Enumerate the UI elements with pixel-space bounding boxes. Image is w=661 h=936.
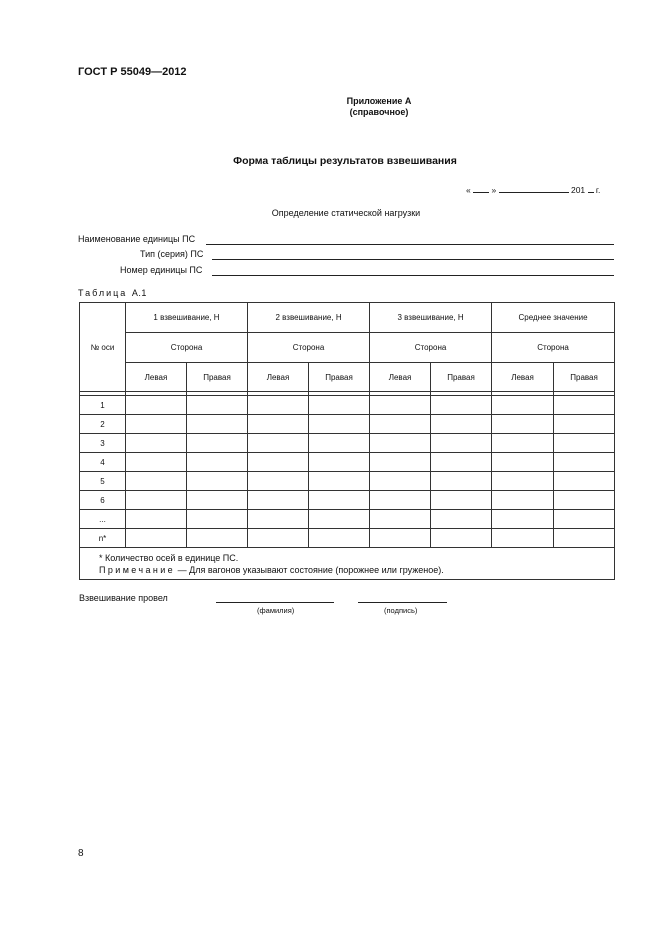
value-cell[interactable] — [187, 396, 248, 415]
notes-row — [80, 548, 615, 580]
year-suffix: г. — [595, 185, 601, 195]
value-cell[interactable] — [492, 453, 554, 472]
signature-caption: (подпись) — [384, 606, 418, 615]
value-cell[interactable] — [248, 510, 309, 529]
date-line — [466, 183, 600, 195]
value-cell[interactable] — [248, 453, 309, 472]
table-caption-number: А.1 — [131, 288, 147, 298]
table-notes — [80, 548, 615, 580]
axle-number-cell: 6 — [80, 491, 126, 510]
year-blank — [588, 183, 594, 193]
field-line-type[interactable] — [212, 259, 614, 260]
value-cell[interactable] — [187, 453, 248, 472]
value-cell[interactable] — [492, 529, 554, 548]
value-cell[interactable] — [431, 472, 492, 491]
form-title: Форма таблицы результатов взвешивания — [233, 155, 457, 167]
axle-number-cell: 4 — [80, 453, 126, 472]
side-header: Сторона — [126, 333, 248, 363]
average-header: Среднее значение — [492, 303, 615, 333]
header-row-left-right — [80, 363, 615, 392]
value-cell[interactable] — [187, 510, 248, 529]
value-cell[interactable] — [554, 453, 615, 472]
field-line-number[interactable] — [212, 275, 614, 276]
value-cell[interactable] — [554, 415, 615, 434]
value-cell[interactable] — [126, 396, 187, 415]
date-close-quote: » — [491, 185, 497, 195]
value-cell[interactable] — [370, 415, 431, 434]
value-cell[interactable] — [431, 396, 492, 415]
right-header: Правая — [309, 363, 370, 392]
left-header: Левая — [492, 363, 554, 392]
value-cell[interactable] — [187, 434, 248, 453]
weighing-header-1: 1 взвешивание, Н — [126, 303, 248, 333]
note-text: — Для вагонов указывают состояние (порожнее или груженое). — [177, 565, 444, 575]
value-cell[interactable] — [126, 415, 187, 434]
value-cell[interactable] — [187, 472, 248, 491]
table-row — [80, 453, 615, 472]
value-cell[interactable] — [431, 510, 492, 529]
value-cell[interactable] — [126, 453, 187, 472]
appendix-heading — [0, 96, 661, 118]
axle-number-cell: 2 — [80, 415, 126, 434]
signature-line[interactable] — [358, 602, 447, 603]
right-header: Правая — [554, 363, 615, 392]
note-line — [99, 564, 614, 576]
header-row-side — [80, 333, 615, 363]
appendix-title: Приложение А — [346, 96, 412, 106]
side-header: Сторона — [492, 333, 615, 363]
right-header: Правая — [431, 363, 492, 392]
side-header: Сторона — [248, 333, 370, 363]
axle-number-cell: 3 — [80, 434, 126, 453]
value-cell[interactable] — [554, 434, 615, 453]
value-cell[interactable] — [248, 396, 309, 415]
surname-line[interactable] — [216, 602, 334, 603]
value-cell[interactable] — [492, 415, 554, 434]
year-prefix: 201 — [570, 185, 586, 195]
left-header: Левая — [248, 363, 309, 392]
value-cell[interactable] — [126, 510, 187, 529]
value-cell[interactable] — [309, 472, 370, 491]
value-cell[interactable] — [248, 491, 309, 510]
value-cell[interactable] — [554, 472, 615, 491]
table-caption — [78, 288, 147, 298]
left-header: Левая — [126, 363, 187, 392]
value-cell[interactable] — [309, 415, 370, 434]
value-cell[interactable] — [492, 491, 554, 510]
surname-caption: (фамилия) — [257, 606, 295, 615]
table-row — [80, 529, 615, 548]
value-cell[interactable] — [554, 396, 615, 415]
page-number: 8 — [78, 848, 84, 859]
section-title: Определение статической нагрузки — [271, 208, 421, 218]
table-row — [80, 510, 615, 529]
value-cell[interactable] — [309, 510, 370, 529]
weighing-header-2: 2 взвешивание, Н — [248, 303, 370, 333]
value-cell[interactable] — [309, 396, 370, 415]
axle-number-cell: 1 — [80, 396, 126, 415]
value-cell[interactable] — [370, 453, 431, 472]
value-cell[interactable] — [554, 491, 615, 510]
results-table — [79, 302, 615, 580]
value-cell[interactable] — [187, 529, 248, 548]
value-cell[interactable] — [309, 529, 370, 548]
note-word: Примечание — [99, 565, 176, 575]
value-cell[interactable] — [370, 434, 431, 453]
table-row — [80, 434, 615, 453]
value-cell[interactable] — [370, 510, 431, 529]
value-cell[interactable] — [431, 491, 492, 510]
header-row-weighings — [80, 303, 615, 333]
value-cell[interactable] — [187, 491, 248, 510]
standard-header: ГОСТ Р 55049—2012 — [78, 66, 187, 78]
date-open-quote: « — [466, 185, 471, 195]
value-cell[interactable] — [492, 472, 554, 491]
value-cell[interactable] — [492, 434, 554, 453]
value-cell[interactable] — [431, 529, 492, 548]
appendix-subtitle: (справочное) — [349, 107, 409, 117]
value-cell[interactable] — [248, 415, 309, 434]
weighing-header-3: 3 взвешивание, Н — [370, 303, 492, 333]
value-cell[interactable] — [309, 491, 370, 510]
signature-label: Взвешивание провел — [79, 593, 168, 603]
value-cell[interactable] — [370, 491, 431, 510]
value-cell[interactable] — [309, 453, 370, 472]
field-label-number: Номер единицы ПС — [120, 265, 203, 275]
value-cell[interactable] — [370, 529, 431, 548]
value-cell[interactable] — [248, 472, 309, 491]
field-line-name[interactable] — [206, 244, 614, 245]
field-label-name: Наименование единицы ПС — [78, 234, 196, 244]
table-row — [80, 491, 615, 510]
table-row — [80, 472, 615, 491]
value-cell[interactable] — [370, 472, 431, 491]
field-label-type: Тип (серия) ПС — [140, 249, 204, 259]
table-caption-word: Таблица — [78, 288, 128, 298]
value-cell[interactable] — [309, 434, 370, 453]
month-blank — [499, 183, 569, 193]
axle-number-cell: 5 — [80, 472, 126, 491]
value-cell[interactable] — [126, 491, 187, 510]
value-cell[interactable] — [431, 434, 492, 453]
value-cell[interactable] — [431, 453, 492, 472]
day-blank — [473, 183, 489, 193]
value-cell[interactable] — [554, 529, 615, 548]
value-cell[interactable] — [492, 510, 554, 529]
value-cell[interactable] — [248, 529, 309, 548]
value-cell[interactable] — [370, 396, 431, 415]
left-header: Левая — [370, 363, 431, 392]
footnote-text: * Количество осей в единице ПС. — [99, 553, 239, 563]
axle-number-cell: n* — [80, 529, 126, 548]
value-cell[interactable] — [431, 415, 492, 434]
value-cell[interactable] — [492, 396, 554, 415]
axle-number-cell: ... — [80, 510, 126, 529]
value-cell[interactable] — [554, 510, 615, 529]
axle-header: № оси — [80, 303, 126, 392]
table-row — [80, 415, 615, 434]
right-header: Правая — [187, 363, 248, 392]
value-cell[interactable] — [248, 434, 309, 453]
value-cell[interactable] — [126, 434, 187, 453]
value-cell[interactable] — [187, 415, 248, 434]
table-row — [80, 396, 615, 415]
value-cell[interactable] — [126, 529, 187, 548]
value-cell[interactable] — [126, 472, 187, 491]
side-header: Сторона — [370, 333, 492, 363]
